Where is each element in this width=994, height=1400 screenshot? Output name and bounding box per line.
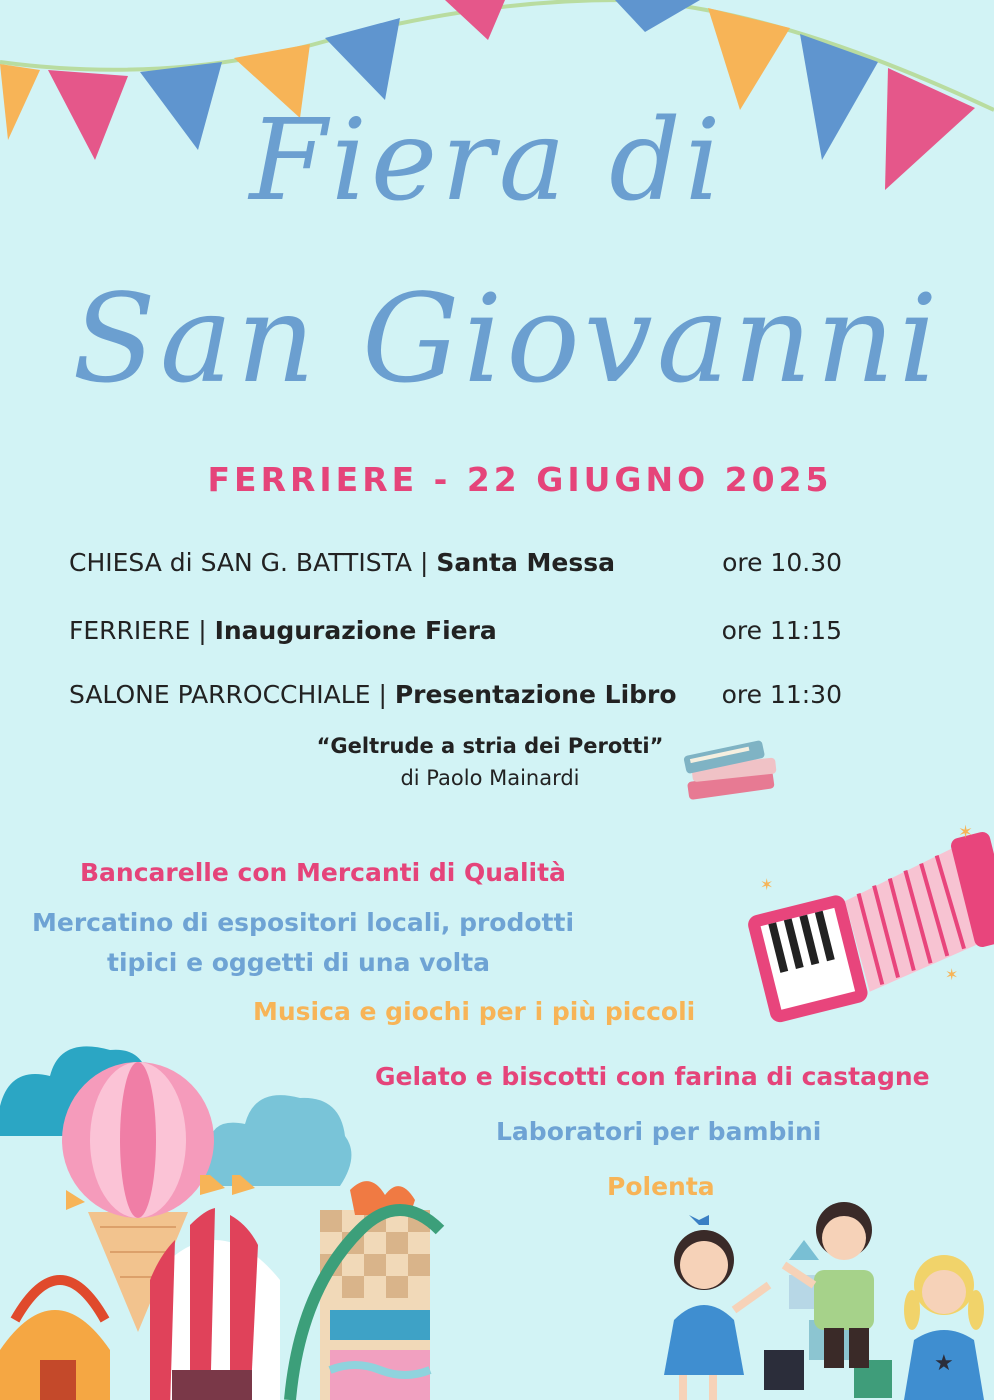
children-playing-icon xyxy=(654,1200,994,1400)
book-title: “Geltrude a stria dei Perotti” xyxy=(316,734,664,758)
schedule-place: SALONE PARROCCHIALE | xyxy=(69,680,387,709)
title-line-2: San Giovanni xyxy=(72,268,942,410)
schedule-event: Presentazione Libro xyxy=(394,680,677,709)
schedule-time: ore 10.30 xyxy=(722,548,842,577)
feature-stalls: Bancarelle con Mercanti di Qualità xyxy=(80,858,566,887)
schedule-row xyxy=(69,616,842,656)
svg-text:✶: ✶ xyxy=(945,965,959,984)
circus-tent-icon xyxy=(0,1170,440,1400)
schedule-place: CHIESA di SAN G. BATTISTA | xyxy=(69,548,429,577)
schedule-row xyxy=(69,548,842,588)
svg-text:✶: ✶ xyxy=(958,822,974,843)
accordion-icon xyxy=(740,820,994,1010)
feature-market-line2: tipici e oggetti di una volta xyxy=(107,948,491,977)
feature-polenta: Polenta xyxy=(607,1172,715,1201)
schedule-time: ore 11:30 xyxy=(721,680,842,709)
svg-text:★: ★ xyxy=(934,1351,954,1376)
title-line-1: Fiera di xyxy=(249,96,725,226)
event-location-date: FERRIERE - 22 GIUGNO 2025 xyxy=(207,460,833,499)
books-icon xyxy=(682,736,782,806)
schedule-row xyxy=(69,680,842,720)
feature-gelato: Gelato e biscotti con farina di castagne xyxy=(375,1062,930,1091)
svg-text:✶: ✶ xyxy=(760,875,774,894)
schedule-event: Inaugurazione Fiera xyxy=(214,616,497,645)
schedule-time: ore 11:15 xyxy=(721,616,842,645)
feature-workshops: Laboratori per bambini xyxy=(496,1117,822,1146)
schedule-event: Santa Messa xyxy=(436,548,615,577)
book-author: di Paolo Mainardi xyxy=(400,766,580,790)
feature-music: Musica e giochi per i più piccoli xyxy=(253,997,696,1026)
feature-market-line1: Mercatino di espositori locali, prodotti xyxy=(32,908,575,937)
schedule-place: FERRIERE | xyxy=(69,616,207,645)
